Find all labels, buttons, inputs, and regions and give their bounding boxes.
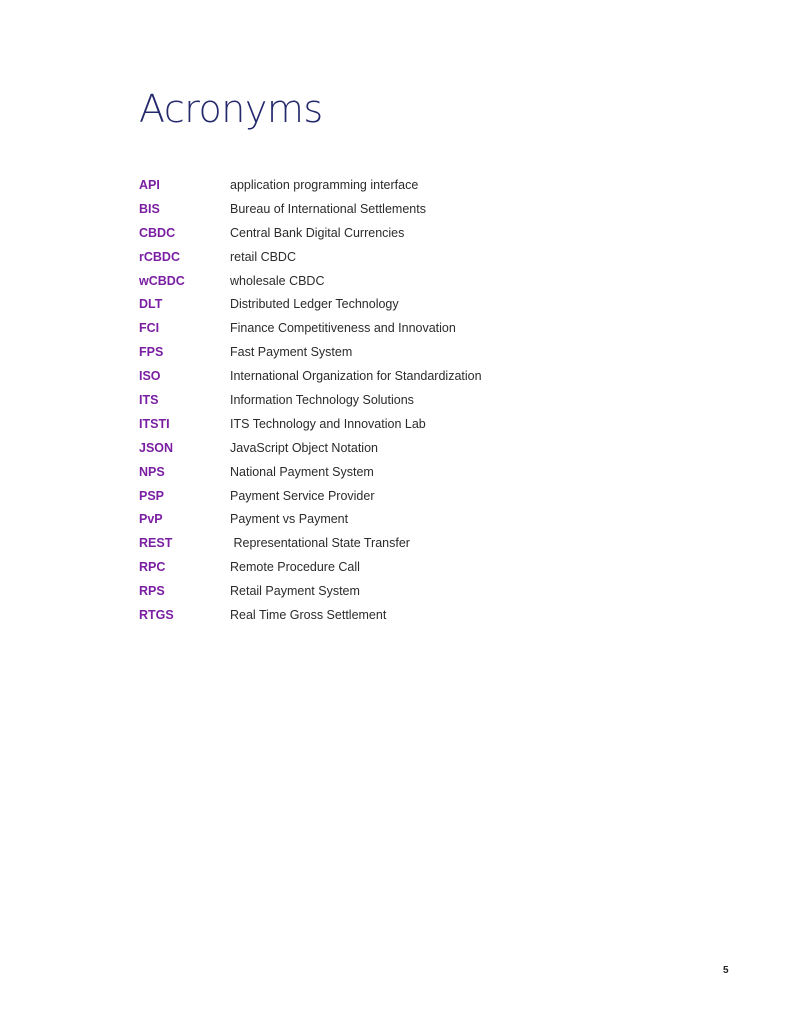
acronym-definition: Retail Payment System: [230, 584, 360, 599]
acronym-term: ITS: [139, 393, 159, 408]
acronym-definition: JavaScript Object Notation: [230, 440, 378, 455]
acronym-term: PvP: [139, 512, 163, 527]
page-number: 5: [723, 965, 729, 976]
acronym-term: RPC: [139, 560, 166, 575]
acronym-term: BIS: [139, 201, 160, 216]
acronym-term: JSON: [139, 440, 174, 455]
acronym-row: [139, 250, 659, 274]
acronym-term: rCBDC: [139, 249, 180, 264]
acronym-term: ITSTI: [139, 416, 170, 431]
acronym-row: [139, 560, 659, 584]
acronym-definition: Finance Competitiveness and Innovation: [230, 321, 456, 336]
acronym-definition: ITS Technology and Innovation Lab: [230, 416, 426, 431]
acronym-term: CBDC: [139, 225, 176, 240]
acronym-row: [139, 345, 659, 369]
acronym-definition: Real Time Gross Settlement: [230, 608, 387, 623]
page-title: Acronyms: [139, 87, 323, 131]
acronym-row: [139, 584, 659, 608]
acronym-row: [139, 393, 659, 417]
acronym-definition: retail CBDC: [230, 249, 296, 264]
acronym-row: [139, 297, 659, 321]
acronym-definition: International Organization for Standardization: [230, 369, 482, 384]
acronym-row: [139, 441, 659, 465]
acronym-term: NPS: [139, 464, 165, 479]
acronym-term: API: [139, 178, 160, 192]
acronym-row: [139, 536, 659, 560]
acronym-row: [139, 417, 659, 441]
acronym-row: [139, 489, 659, 513]
acronym-term: ISO: [139, 369, 161, 384]
acronym-definition: Remote Procedure Call: [230, 560, 360, 575]
acronym-term: wCBDC: [139, 273, 185, 288]
acronym-definition: National Payment System: [230, 464, 374, 479]
acronym-term: FPS: [139, 345, 164, 360]
acronym-definition: wholesale CBDC: [230, 273, 325, 288]
acronym-definition: Information Technology Solutions: [230, 393, 414, 408]
acronym-row: [139, 608, 659, 632]
acronym-definition: Central Bank Digital Currencies: [230, 225, 405, 240]
acronym-term: FCI: [139, 321, 160, 336]
acronym-row: [139, 202, 659, 226]
acronym-row: [139, 512, 659, 536]
acronym-row: [139, 321, 659, 345]
acronym-row: [139, 274, 659, 298]
acronym-term: PSP: [139, 488, 165, 503]
acronym-definition: Payment Service Provider: [230, 488, 375, 503]
acronym-row: [139, 465, 659, 489]
acronym-definition: application programming interface: [230, 178, 419, 192]
acronym-term: RTGS: [139, 608, 174, 623]
acronym-row: [139, 178, 659, 202]
acronym-row: [139, 369, 659, 393]
acronym-term: REST: [139, 536, 173, 551]
acronym-term: RPS: [139, 584, 165, 599]
acronym-list: [139, 178, 659, 632]
acronym-definition: Representational State Transfer: [230, 536, 410, 551]
acronym-definition: Distributed Ledger Technology: [230, 297, 399, 312]
acronym-definition: Bureau of International Settlements: [230, 201, 426, 216]
acronym-term: DLT: [139, 297, 163, 312]
acronym-row: [139, 226, 659, 250]
acronym-definition: Fast Payment System: [230, 345, 353, 360]
acronym-definition: Payment vs Payment: [230, 512, 349, 527]
